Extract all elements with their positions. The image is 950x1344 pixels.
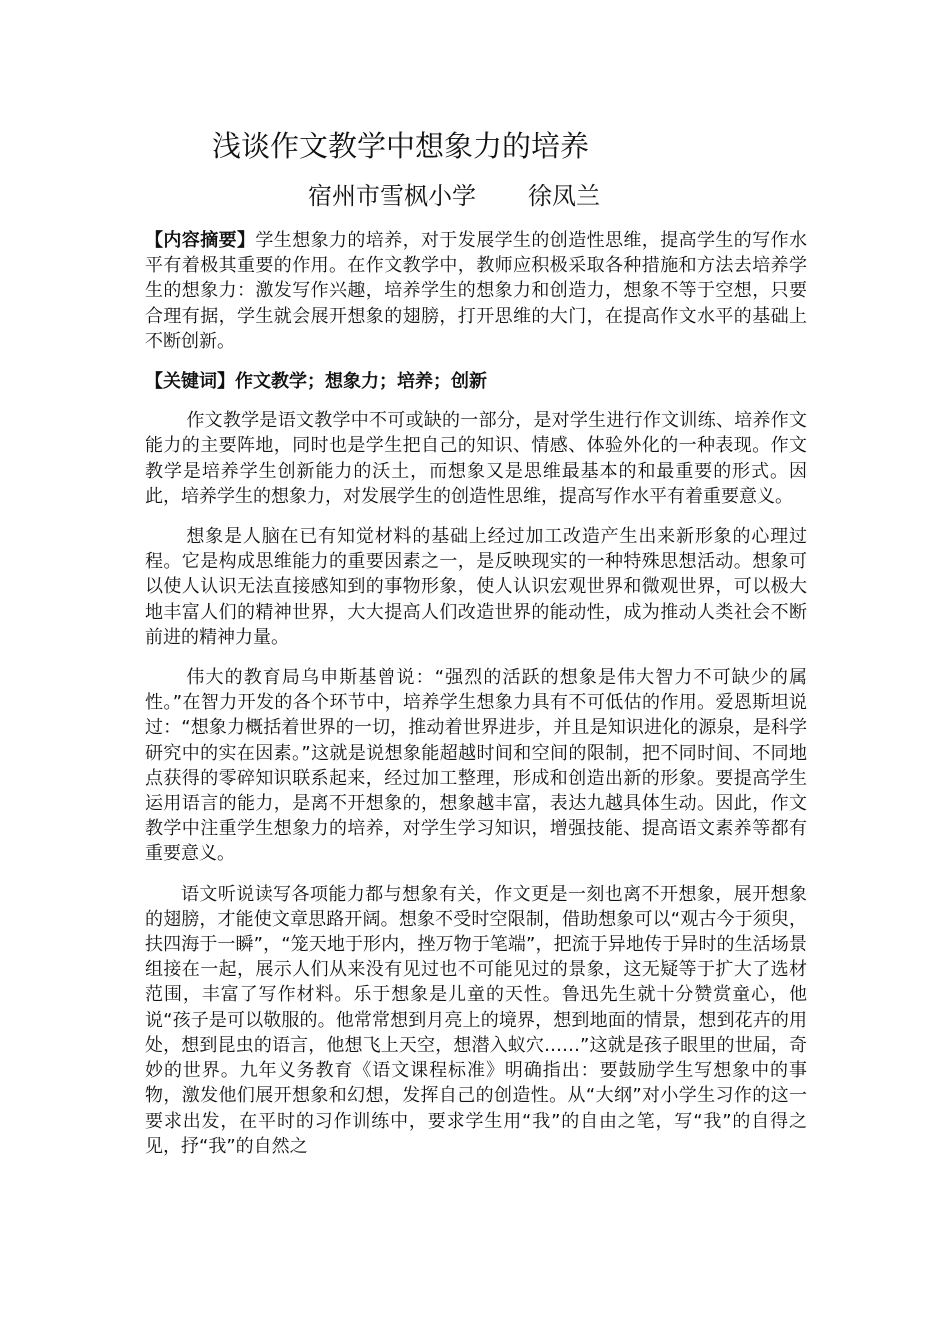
author-name: 徐凤兰 (528, 182, 600, 210)
keywords-label: 【关键词】 (145, 371, 235, 393)
keywords-paragraph (145, 369, 807, 394)
body-paragraph-3: 伟大的教育局乌申斯基曾说：“强烈的活跃的想象是伟大智力不可缺少的属性。”在智力开发的各个环节中，培养学生想象力具有不可低估的作用。爱恩斯坦说过：“想象力概括着世界的一切，推动着世界进步，并且是知识进化的源泉，是科学研究中的实在因素。”这就是说想象能超越时间和空间的限制，把不同时间、不同地点获得的零碎知识联系起来，经过加工整理，形成和创造出新的形象。要提高学生运用语言的能力，是离不开想象的，想象越丰富，表达九越具体生动。因此，作文教学中注重学生想象力的培养，对学生学习知识，增强技能、提高语文素养等都有重要意义。 (145, 667, 807, 865)
abstract-label: 【内容摘要】 (145, 230, 256, 251)
body-paragraph-4: 语文听说读写各项能力都与想象有关，作文更是一刻也离不开想象，展开想象的翅膀，才能使文章思路开阔。想象不受时空限制，借助想象可以“观古今于须臾，扶四海于一瞬”，“笼天地于形内，挫万物于笔端”，把流于异地传于异时的生活场景组接在一起，展示人们从来没有见过也不可能见过的景象，这无疑等于扩大了选材范围，丰富了写作材料。乐于想象是儿童的天性。鲁迅先生就十分赞赏童心，他说“孩子是可以敬服的。他常常想到月亮上的境界，想到地面的情景，想到花卉的用处，想到昆虫的语言，他想飞上天空，想潜入蚁穴……”这就是孩子眼里的世届，奇妙的世界。九年义务教育《语文课程标准》明确指出：要鼓励学生写想象中的事物，激发他们展开想象和幻想，发挥自己的创造性。从“大纲”对小学生习作的这一要求出发，在平时的习作训练中，要求学生用“我”的自由之笔，写“我”的自得之见，抒“我”的自然之 (145, 883, 807, 1157)
body-paragraph-2: 想象是人脑在已有知觉材料的基础上经过加工改造产生出来新形象的心理过程。它是构成思维能力的重要因素之一，是反映现实的一种特殊思想活动。想象可以使人认识无法直接感知到的事物形象，使人认识宏观世界和微观世界，可以极大地丰富人们的精神世界，大大提高人们改造世界的能动性，成为推动人类社会不断前进的精神力量。 (145, 526, 807, 648)
school-name: 宿州市雪枫小学 (308, 182, 476, 210)
abstract-paragraph (145, 228, 807, 354)
keywords-text: 作文教学；想象力；培养；创新 (235, 371, 487, 393)
document-title: 浅谈作文教学中想象力的培养 (212, 129, 590, 163)
abstract-text: 学生想象力的培养，对于发展学生的创造性思维，提高学生的写作水平有着极其重要的作用。在作文教学中，教师应积极采取各种措施和方法去培养学生的想象力：激发写作兴趣，培养学生的想象力和创造力，想象不等于空想，只要合理有据，学生就会展开想象的翅膀，打开思维的大门，在提高作文水平的基础上不断创新。 (145, 230, 808, 352)
body-paragraph-1: 作文教学是语文教学中不可或缺的一部分，是对学生进行作文训练、培养作文能力的主要阵地，同时也是学生把自己的知识、情感、体验外化的一种表现。作文教学是培养学生创新能力的沃土，而想象又是思维最基本的和最重要的形式。因此，培养学生的想象力，对发展学生的创造性思维，提高写作水平有着重要意义。 (145, 410, 807, 507)
document-body (145, 228, 807, 1174)
byline (308, 179, 600, 213)
